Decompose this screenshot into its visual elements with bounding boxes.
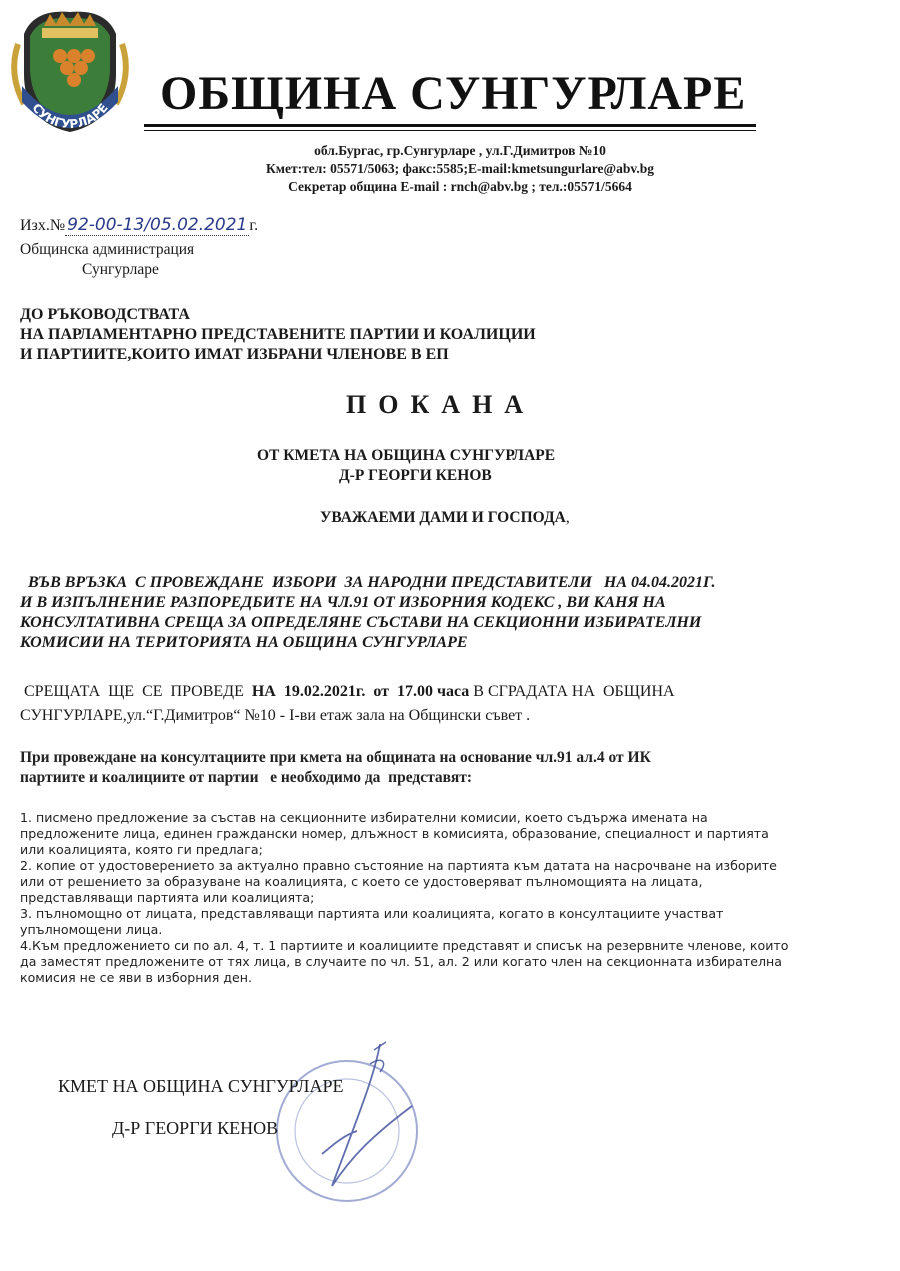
greeting-text: УВАЖАЕМИ ДАМИ И ГОСПОДА [320, 509, 566, 526]
outgoing-reference [20, 215, 258, 235]
list-line: предложените лица, единен граждански номер, длъжност в комисията, образование, специалност и партията [20, 826, 769, 841]
consult-line: При провеждане на консултациите при кмета на общината на основание чл.91 ал.4 от ИК [20, 749, 651, 766]
meeting-details [20, 680, 870, 728]
list-line: или коалицията, която ги предлага; [20, 842, 263, 857]
reference-number-handwritten: 92-00-13/05.02.2021 [67, 215, 248, 235]
paragraph-line: КОНСУЛТАТИВНА СРЕЩА ЗА ОПРЕДЕЛЯНЕ СЪСТАВИ НА СЕКЦИОННИ ИЗБИРАТЕЛНИ [20, 614, 702, 631]
greeting-punctuation: , [565, 509, 570, 526]
addressee-line3: И ПАРТИИТЕ,КОИТО ИМАТ ИЗБРАНИ ЧЛЕНОВЕ В ЕП [20, 346, 449, 363]
list-line: да заместят предложените от тях лица, в случаите по чл. 51, ал. 2 или когато член на секционната избирателна [20, 954, 782, 969]
invitation-title: ПОКАНА [346, 390, 536, 419]
addressee-line2: НА ПАРЛАМЕНТАРНО ПРЕДСТАВЕНИТЕ ПАРТИИ И КОАЛИЦИИ [20, 326, 536, 343]
header-rule-thick [144, 124, 756, 127]
mayor-contacts: Кмет:тел: 05571/5063; факс:5585;E-mail:kmetsungurlare@abv.bg [265, 161, 654, 176]
meeting-post: В СГРАДАТА НА ОБЩИНА [469, 683, 675, 700]
list-line: 3. пълномощно от лицата, представляващи партията или коалицията, когато в консултациите участват [20, 906, 724, 921]
paragraph-line: И В ИЗПЪЛНЕНИЕ РАЗПОРЕДБИТЕ НА ЧЛ.91 ОТ ИЗБОРНИЯ КОДЕКС , ВИ КАНЯ НА [20, 594, 666, 611]
list-line: 1. писмено предложение за състав на секционните избирателни комисии, което съдържа имената на [20, 810, 708, 825]
greeting [320, 509, 570, 527]
list-line: 4.Към предложението си по ал. 4, т. 1 партиите и коалициите представят и списък на резервните членове, които [20, 938, 789, 953]
secretary-contacts: Секретар община E-mail : rnch@abv.bg ; тел.:05571/5664 [288, 179, 632, 194]
logo-text: СУНГУРЛАРЕ [29, 100, 111, 132]
from-line2: Д-Р ГЕОРГИ КЕНОВ [339, 467, 492, 484]
signature-title: КМЕТ НА ОБЩИНА СУНГУРЛАРЕ [58, 1076, 344, 1096]
meeting-line2: СУНГУРЛАРЕ,ул.“Г.Димитров“ №10 - I-ви етаж зала на Общински съвет . [20, 707, 531, 724]
organization-name: ОБЩИНА СУНГУРЛАРЕ [160, 67, 747, 120]
meeting-pre: СРЕЩАТА ЩЕ СЕ ПРОВЕДЕ [20, 683, 252, 700]
paragraph-line: ВЪВ ВРЪЗКА С ПРОВЕЖДАНЕ ИЗБОРИ ЗА НАРОДНИ ПРЕДСТАВИТЕЛИ НА 04.04.2021Г. [20, 574, 716, 591]
municipality-coat-of-arms-logo [4, 4, 136, 136]
from-line1: ОТ КМЕТА НА ОБЩИНА СУНГУРЛАРЕ [257, 447, 556, 464]
list-line: 2. копие от удостоверението за актуално правно състояние на партията към датата на насрочване на изборите [20, 858, 777, 873]
reference-suffix: г. [249, 217, 259, 234]
list-line: упълномощени лица. [20, 922, 163, 937]
meeting-date-time: НА 19.02.2021г. от 17.00 часа [251, 683, 470, 700]
official-stamp-and-signature [262, 1036, 432, 1206]
requirements-list [20, 810, 880, 986]
address-line: обл.Бургас, гр.Сунгурларе , ул.Г.Димитров №10 [314, 143, 606, 158]
addressee-line1: ДО РЪКОВОДСТВАТА [20, 306, 190, 323]
header-rule-thin [144, 130, 756, 131]
signature-name: Д-Р ГЕОРГИ КЕНОВ [112, 1118, 279, 1138]
administration-line1: Общинска администрация [20, 241, 195, 258]
administration-line2: Сунгурларе [82, 261, 159, 278]
consultation-requirements [20, 748, 880, 788]
list-line: комисия не се яви в изборния ден. [20, 970, 252, 985]
reference-prefix: Изх.№ [20, 217, 66, 234]
invitation-paragraph [20, 573, 870, 653]
list-line: представляващи партията или коалицията; [20, 890, 315, 905]
list-line: или от решението за образуване на коалицията, с което се удостоверяват пълномощията на лицата, [20, 874, 703, 889]
consult-line: партиите и коалициите от партии е необходимо да представят: [20, 769, 472, 786]
paragraph-line: КОМИСИИ НА ТЕРИТОРИЯТА НА ОБЩИНА СУНГУРЛАРЕ [20, 634, 468, 651]
meeting-line1 [20, 680, 870, 704]
